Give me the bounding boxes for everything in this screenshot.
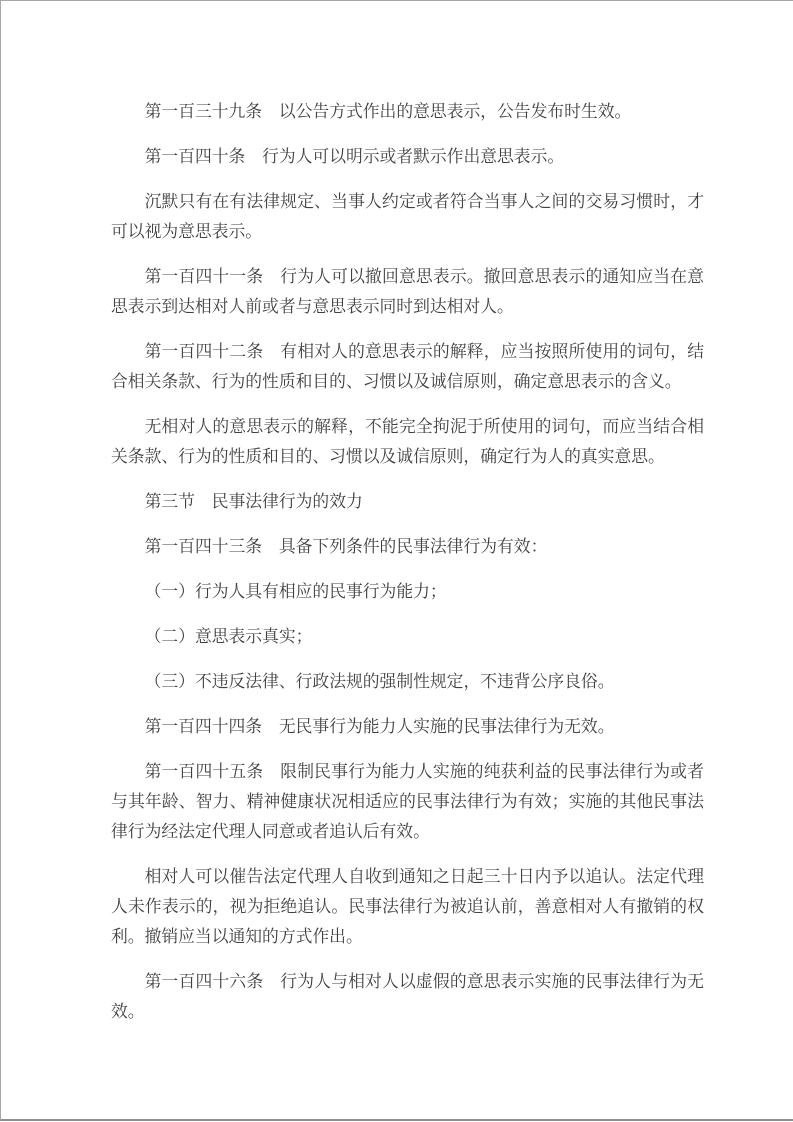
article-143-item-3: （三）不违反法律、行政法规的强制性规定，不违背公序良俗。 [144,672,615,691]
article-140: 第一百四十条 行为人可以明示或者默示作出意思表示。 [144,147,565,166]
article-145-para-2: 相对人可以催告法定代理人自收到通知之日起三十日内予以追认。法定代理人未作表示的，视为拒绝追认。民事法律行为被追认前，善意相对人有撤销的权利。撤销应当以通知的方式作出。 [111,867,704,946]
article-144: 第一百四十四条 无民事行为能力人实施的民事法律行为无效。 [144,717,615,736]
section-3-heading: 第三节 民事法律行为的效力 [144,492,363,511]
article-141: 第一百四十一条 行为人可以撤回意思表示。撤回意思表示的通知应当在意思表示到达相对人前或者与意思表示同时到达相对人。 [111,267,704,316]
article-143-item-2: （二）意思表示真实； [144,627,313,646]
article-142: 第一百四十二条 有相对人的意思表示的解释，应当按照所使用的词句，结合相关条款、行为的性质和目的、习惯以及诚信原则，确定意思表示的含义。 [111,342,704,391]
article-139: 第一百三十九条 以公告方式作出的意思表示，公告发布时生效。 [144,102,632,121]
document-content [1,1,793,1027]
article-143: 第一百四十三条 具备下列条件的民事法律行为有效： [144,537,548,556]
article-140-para-2: 沉默只有在有法律规定、当事人约定或者符合当事人之间的交易习惯时，才可以视为意思表示。 [111,192,704,241]
article-145: 第一百四十五条 限制民事行为能力人实施的纯获利益的民事法律行为或者与其年龄、智力、精神健康状况相适应的民事法律行为有效；实施的其他民事法律行为经法定代理人同意或者追认后有效。 [111,762,704,841]
article-142-para-2: 无相对人的意思表示的解释，不能完全拘泥于所使用的词句，而应当结合相关条款、行为的性质和目的、习惯以及诚信原则，确定行为人的真实意思。 [111,417,704,466]
article-146: 第一百四十六条 行为人与相对人以虚假的意思表示实施的民事法律行为无效。 [111,972,704,1021]
article-143-item-1: （一）行为人具有相应的民事行为能力； [144,582,447,601]
